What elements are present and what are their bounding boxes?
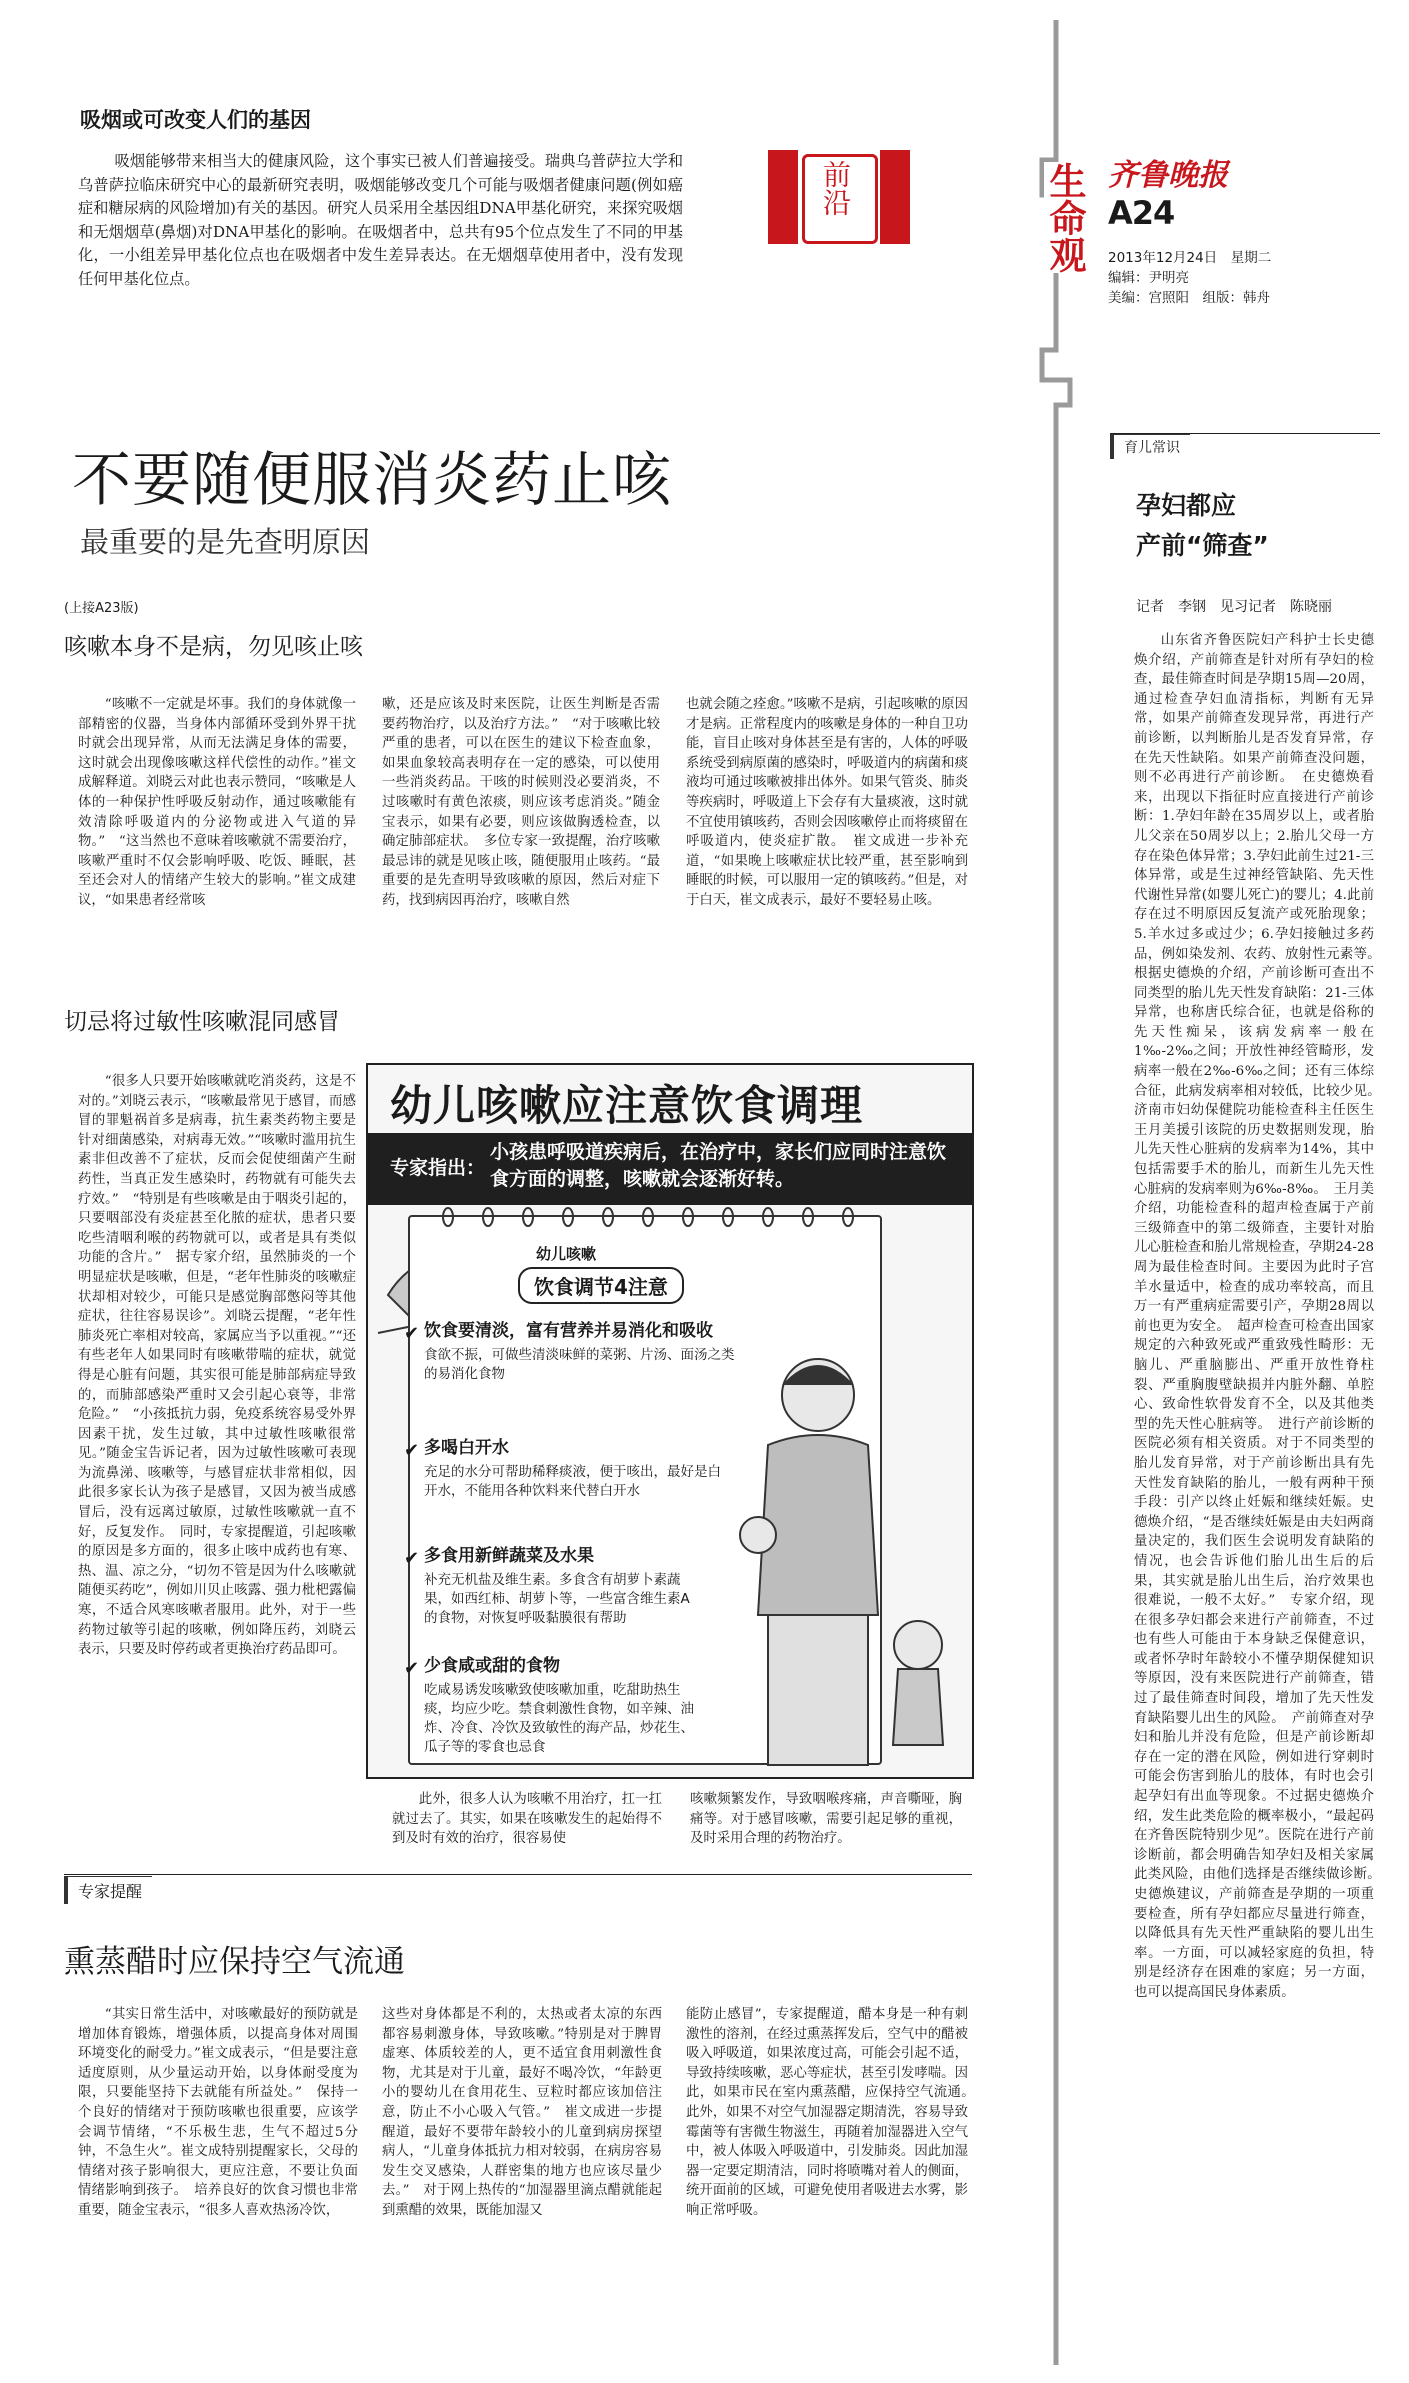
diet-item-3-text: 补充无机盐及维生素。多食含有胡萝卜素蔬果，如西红柿、胡萝卜等，一些富含维生素A的食物，对恢复呼吸黏膜很有帮助 [424, 1572, 690, 1626]
fumigation-column-3: 能防止感冒”，专家提醒道，醋本身是一种有刺激性的溶剂，在经过熏蒸挥发后，空气中的醋被吸入呼吸道，如果浓度过高，可能会引起不适，导致持续咳嗽，恶心等症状，甚至引发哮喘。因此，如果市民在室内熏蒸醋，应保持空气流通。 此外，如果不对空气加湿器定期清洗，容易导致霉菌等有害微生物滋生，再随着加湿器进入空气中，被人体吸入呼吸道中，引发肺炎。因此加湿器一定要定期清洁，同时将喷嘴对着人的侧面，统开面前的区域，可避免使用者吸进去水雾，影响正常呼吸。 [686, 2007, 982, 2218]
infobox [366, 1063, 974, 1779]
diet-item-1-title: 饮食要清淡，富有营养并易消化和吸收 [424, 1321, 713, 1341]
infobox-tag-big: 饮食调节4注意 [518, 1267, 684, 1304]
calendar-rings [428, 1207, 858, 1227]
diet-item-4-title: 少食咸或甜的食物 [424, 1656, 560, 1676]
continued-note: (上接A23版) [64, 601, 139, 616]
section2-title: 切忌将过敏性咳嗽混同感冒 [64, 1009, 340, 1035]
diet-item-4 [424, 1655, 694, 1757]
diet-item-2 [424, 1437, 734, 1501]
fumigation-column-1: “其实日常生活中，对咳嗽最好的预防就是增加体育锻炼，增强体质，以提高身体对周围环境变化的耐受力。”崔文成表示，“但是要注意适度原则，从少量运动开始，以身体耐受度为限，只要能坚持下去就能有所益处。” 保持一个良好的情绪对于预防咳嗽也很重要，应该学会调节情绪，“不乐极生悲，生气不超过5分钟，不急生火”。崔文成特别提醒家长，父母的情绪对孩子影响很大，更应注意，不要让负面情绪影响到孩子。 培养良好的饮食习惯也非常重要，随金宝表示，“很多人喜欢热汤冷饮， [78, 2007, 358, 2218]
s1-column-1: “咳嗽不一定就是坏事。我们的身体就像一部精密的仪器，当身体内部循环受到外界干扰时就会出现异常，从而无法满足身体的需要，这时就会出现像咳嗽这样代偿性的动作。”崔文成解释道。刘晓云对此也表示赞同，“咳嗽是人体的一种保护性呼吸反射动作，通过咳嗽能有效清除呼吸道内的分泌物或进入气道的异物。” “这当然也不意味着咳嗽就不需要治疗，咳嗽严重时不仅会影响呼吸、吃饭、睡眠，甚至还会对人的情绪产生较大的影响。”崔文成建议，“如果患者经常咳 [78, 697, 356, 908]
rings-icon [428, 1207, 858, 1227]
fumigation-divider [64, 1874, 972, 1875]
section1-title: 咳嗽本身不是病，勿见咳止咳 [64, 634, 363, 660]
check-icon-1: ✔ [404, 1323, 420, 1344]
paper-name: 齐鲁晚报 [1108, 158, 1228, 193]
brief-title: 吸烟或可改变人们的基因 [80, 108, 311, 132]
diet-item-2-title: 多喝白开水 [424, 1438, 509, 1458]
fumigation-label: 专家提醒 [64, 1876, 152, 1904]
editor-line: 编辑：尹明亮 [1108, 270, 1189, 286]
badge-text: 前沿 [819, 160, 852, 216]
diet-item-1-text: 食欲不振，可做些清淡味鲜的菜粥、片汤、面汤之类的易消化食物 [424, 1347, 735, 1382]
badge-red-bar-right [880, 150, 910, 244]
diet-item-1 [424, 1320, 744, 1384]
fret-border-svg [1040, 20, 1072, 2365]
page-number: A24 [1108, 194, 1175, 232]
side-label: 育儿常识 [1110, 434, 1190, 459]
fumigation-column-2: 这些对身体都是不利的，太热或者太凉的东西都容易刺激身体，导致咳嗽。”特别是对于脾胃虚寒、体质较差的人，更不适宜食用刺激性食物，尤其是对于儿童，最好不喝冷饮，“年龄更小的婴幼儿在食用花生、豆粒时都应该加倍注意，防止不小心吸入气管。” 崔文成进一步提醒道，最好不要带年龄较小的儿童到病房探望病人，“儿童身体抵抗力相对较弱，在病房容易发生交叉感染，人群密集的地方也应该尽量少去。” 对于网上热传的“加湿器里滴点醋就能起到熏醋的效果，既能加湿又 [382, 2007, 662, 2218]
infobox-tag-small: 幼儿咳嗽 [536, 1245, 597, 1263]
check-icon-4: ✔ [404, 1658, 420, 1679]
check-icon-2: ✔ [404, 1440, 420, 1461]
side-byline: 记者 李钢 见习记者 陈晓丽 [1136, 599, 1332, 615]
design-line: 美编：宫照阳 组版：韩舟 [1108, 290, 1270, 306]
main-title: 不要随便服消炎药止咳 [72, 445, 673, 514]
frontier-badge [768, 150, 910, 244]
parent-child-illustration [738, 1315, 968, 1775]
diet-item-2-text: 充足的水分可帮助稀释痰液，便于咳出，最好是白开水，不能用各种饮料来代替白开水 [424, 1464, 721, 1499]
s1-column-2: 嗽，还是应该及时来医院，让医生判断是否需要药物治疗，以及治疗方法。” “对于咳嗽比较严重的患者，可以在医生的建议下检查血象，如果血象较高表明存在一定的感染，可以使用一些消炎药品。干咳的时候则没必要消炎，不过咳嗽时有黄色浓痰，则应该考虑消炎。”随金宝表示，如果有必要，则应该做胸透检查，以确定肺部症状。 多位专家一致提醒，治疗咳嗽最忌讳的就是见咳止咳，随便服用止咳药。“最重要的是先查明导致咳嗽的原因，然后对症下药，找到病因再治疗，咳嗽自然 [382, 697, 660, 908]
s2-column-2: 此外，很多人认为咳嗽不用治疗，扛一扛就过去了。其实，如果在咳嗽发生的起始得不到及时有效的治疗，很容易使 [392, 1792, 662, 1847]
fret-border [1040, 20, 1072, 2365]
diet-item-3-title: 多食用新鲜蔬菜及水果 [424, 1546, 594, 1566]
s2-column-1: “很多人只要开始咳嗽就吃消炎药，这是不对的。”刘晓云表示，“咳嗽最常见于感冒，而感冒的罪魁祸首多是病毒，抗生素类药物主要是针对细菌感染，对病毒无效。”“咳嗽时滥用抗生素非但改善不了症状，反而会促使细菌产生耐药性，当真正发生感染时，药物就有可能失去疗效。” “特别是有些咳嗽是由于咽炎引起的，只要咽部没有炎症甚至化脓的症状，患者只要吃些清咽利喉的药物就可以，或者是具有类似功能的含片。” 据专家介绍，虽然肺炎的一个明显症状是咳嗽，但是，“老年性肺炎的咳嗽症状却相对较少，可能只是感觉胸部憋闷等其他症状，往往容易误诊”。刘晓云提醒，“老年性肺炎死亡率相对较高，家属应当予以重视。”“还有些老年人如果同时有咳嗽带喘的症状，就觉得是心脏有问题，其实很可能是肺部病症导致的，而肺部感染严重时又会引起心衰等，非常危险。” “小孩抵抗力弱，免疫系统容易受外界因素干扰，发生过敏，其中过敏性咳嗽很常见。”随金宝告诉记者，因为过敏性咳嗽可表现为流鼻涕、咳嗽等，与感冒症状非常相似，因此很多家长认为孩子是感冒，又因为被当成感冒后，没有远离过敏原，过敏性咳嗽就一直不好，反复发作。 同时，专家提醒道，引起咳嗽的原因是多方面的，很多止咳中成药也有寒、热、温、凉之分，“切勿不管是因为什么咳嗽就随便买药吃”，例如川贝止咳露、强力枇杷露偏寒，不适合风寒咳嗽者服用。此外，对于一些药物过敏等引起的咳嗽，例如降压药，刘晓云表示，只要及时停药或者更换治疗药品即可。 [78, 1074, 356, 1658]
fumigation-title: 熏蒸醋时应保持空气流通 [64, 1944, 405, 1980]
diet-item-3 [424, 1545, 694, 1628]
side-title-line1: 孕妇都应 [1136, 491, 1237, 520]
mother-child-icon [738, 1315, 968, 1775]
infobox-title: 幼儿咳嗽应注意饮食调理 [390, 1081, 864, 1130]
diet-item-4-text: 吃咸易诱发咳嗽致使咳嗽加重，吃甜助热生痰，均应少吃。禁食刺激性食物，如辛辣、油炸、冷食、冷饮及致敏性的海产品，炒花生、瓜子等的零食也忌食 [424, 1682, 694, 1755]
main-subtitle: 最重要的是先查明原因 [80, 525, 371, 559]
section-name: 生命观 [1043, 162, 1086, 273]
s2-column-3: 咳嗽频繁发作，导致咽喉疼痛，声音嘶哑，胸痛等。对于感冒咳嗽，需要引起足够的重视，及时采用合理的药物治疗。 [690, 1792, 962, 1847]
infobox-expert-label: 专家指出： [390, 1157, 486, 1179]
brief-body: 吸烟能够带来相当大的健康风险，这个事实已被人们普遍接受。瑞典乌普萨拉大学和乌普萨拉临床研究中心的最新研究表明，吸烟能够改变几个可能与吸烟者健康问题(例如癌症和糖尿病的风险增加)有关的基因。研究人员采用全基因组DNA甲基化研究，来探究吸烟和无烟烟草(鼻烟)对DNA甲基化的影响。在吸烟者中，总共有95个位点发生了不同的甲基化，一小组差异甲基化位点也在吸烟者中发生差异表达。在无烟烟草使用者中，没有发现任何甲基化位点。 [78, 152, 683, 288]
badge-red-bar-left [768, 150, 798, 244]
side-body: 山东省齐鲁医院妇产科护士长史德焕介绍，产前筛查是针对所有孕妇的检查，最佳筛查时间是孕期15周—20周，通过检查孕妇血清指标，判断有无异常，如果产前筛查发现异常，再进行产前诊断，以判断胎儿是否发育异常，存在先天性缺陷。如果产前筛查没问题，则不必再进行产前诊断。 在史德焕看来，出现以下指征时应直接进行产前诊断：1.孕妇年龄在35周岁以上，或者胎儿父亲在50周岁以上；2.胎儿父母一方存在染色体异常；3.孕妇此前生过21-三体异常，或是生过神经管缺陷、先天性代谢性异常(如婴儿死亡)的婴儿；4.此前存在过不明原因反复流产或死胎现象；5.羊水过多或过少；6.孕妇接触过多药品，例如染发剂、农药、放射性元素等。 根据史德焕的介绍，产前诊断可查出不同类型的胎儿先天性发育缺陷：21-三体异常，也称唐氏综合征，也就是俗称的先天性痴呆，该病发病率一般在1‰-2‰之间；开放性神经管畸形，发病率一般在2‰-6‰之间；还有三体综合征，此病发病率相对较低，比较少见。 济南市妇幼保健院功能检查科主任医生王月美援引该院的历史数据则发现，胎儿先天性心脏病的发病率为14%，其中包括需要手术的胎儿，而新生儿先天性心脏病的发病率则为6‰-8‰。 王月美介绍，功能检查科的超声检查属于产前三级筛查中的第二级筛查，主要针对胎儿心脏检查和胎儿常规检查，孕期24-28周为最佳检查时间。主要因为此时子宫羊水量适中，检查的成功率较高，而且万一有严重病症需要引产，孕期28周以前也更为安全。 超声检查可检查出国家规定的六种致死或严重致残性畸形：无脑儿、严重脑膨出、严重开放性脊柱裂、严重胸腹壁缺损并内脏外翻、单腔心、致命性软骨发育不全，以及其他类型的先天性心脏病等。 进行产前诊断的医院必须有相关资质。对于不同类型的胎儿发育异常，对于产前诊断出具有先天性发育缺陷的胎儿，一般有两种干预手段：引产以终止妊娠和继续妊娠。史德焕介绍，“是否继续妊娠是由夫妇两商量决定的，我们医生会说明发育缺陷的情况，也会告诉他们胎儿出生后的后果，其实就是胎儿出生后，治疗效果也很难说，一般不太好。” 专家介绍，现在很多孕妇都会来进行产前筛查，不过也有些人可能由于本身缺乏保健意识，或者怀孕时年龄较小不懂孕期保健知识等原因，没有来医院进行产前筛查，错过了最佳筛查时间段，增加了先天性发育缺陷婴儿出生的风险。 产前筛查对孕妇和胎儿并没有危险，但是产前诊断却存在一定的潜在风险，例如进行穿刺时可能会伤害到胎儿的肢体，有时也会引起孕妇有出血等现象。不过据史德焕介绍，发生此类危险的概率极小，“最起码在齐鲁医院特别少见”。医院在进行产前诊断前，都会明确告知孕妇及相关家属此类风险，由他们选择是否继续做诊断。 史德焕建议，产前筛查是孕期的一项重要检查，所有孕妇都应尽量进行筛查，以降低具有先天性严重缺陷的婴儿出生率。一方面，可以减轻家庭的负担，特别是经济存在困难的家庭；另一方面，也可以提高国民身体素质。 [1134, 633, 1388, 2000]
side-title-line2: 产前“筛查” [1136, 531, 1269, 560]
check-icon-3: ✔ [404, 1548, 420, 1569]
s1-column-3: 也就会随之痊愈。”咳嗽不是病，引起咳嗽的原因才是病。正常程度内的咳嗽是身体的一种自卫功能，盲目止咳对身体甚至是有害的，人体的呼吸系统受到病原菌的感染时，呼吸道内的病菌和痰液均可通过咳嗽被排出体外。如果气管炎、肺炎等疾病时，呼吸道上下会存有大量痰液，这时就不宜使用镇咳药，否则会因咳嗽停止而将痰留在呼吸道内，使炎症扩散。 崔文成进一步补充道，“如果晚上咳嗽症状比较严重，甚至影响到睡眠的时候，可以服用一定的镇咳药。”但是，对于白天，崔文成表示，最好不要轻易止咳。 [686, 697, 968, 908]
infobox-expert-text: 小孩患呼吸道疾病后，在治疗中，家长们应同时注意饮食方面的调整，咳嗽就会逐渐好转。 [490, 1141, 947, 1190]
issue-date: 2013年12月24日 星期二 [1108, 250, 1272, 266]
